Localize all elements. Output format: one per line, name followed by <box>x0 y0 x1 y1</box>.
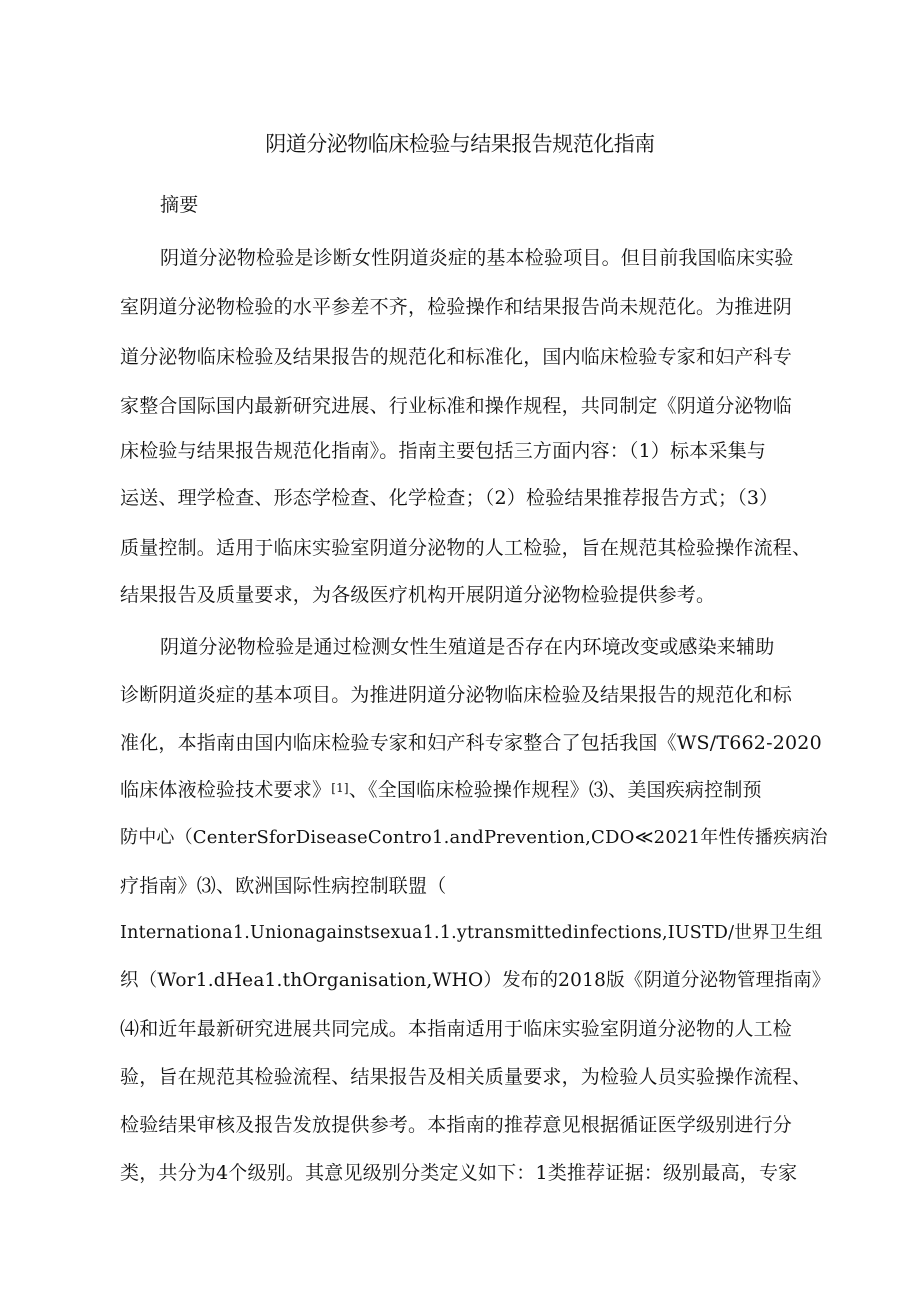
citation-marker: [1] <box>331 781 349 795</box>
paragraph-line: 验，旨在规范其检验流程、结果报告及相关质量要求，为检验人员实验操作流程、 <box>120 1066 812 1088</box>
paragraph-line: 运送、理学检查、形态学检查、化学检查；（2）检验结果推荐报告方式；（3） <box>120 487 779 509</box>
paragraph-line: 类，共分为4个级别。其意见级别分类定义如下：1类推荐证据：级别最高，专家 <box>120 1162 798 1184</box>
paragraph-line <box>120 775 762 805</box>
paragraph-line: 防中心（CenterSforDiseaseContro1.andPrevention,CDO≪2021年性传播疾病治 <box>120 827 828 848</box>
text-segment: 临床体液检验技术要求》 <box>120 779 332 801</box>
paragraph-line: 质量控制。适用于临床实验室阴道分泌物的人工检验，旨在规范其检验操作流程、 <box>120 537 812 559</box>
paragraph-line: 织（Wor1.dHea1.thOrganisation,WHO）发布的2018版《阴道分泌物管理指南》 <box>120 970 831 991</box>
paragraph-line: 床检验与结果报告规范化指南》。指南主要包括三方面内容：（1）标本采集与 <box>120 440 767 462</box>
paragraph-line: 检验结果审核及报告发放提供参考。本指南的推荐意见根据循证医学级别进行分 <box>120 1114 793 1136</box>
paragraph-line: Internationa1.Unionagainstsexua1.1.ytransmittedinfections,IUSTD/世界卫生组 <box>120 923 823 943</box>
paragraph-line: 家整合国际国内最新研究进展、行业标准和操作规程，共同制定《阴道分泌物临 <box>120 395 793 417</box>
abstract-heading: 摘要 <box>160 194 199 216</box>
paragraph-line: 准化，本指南由国内临床检验专家和妇产科专家整合了包括我国《WS/T662-2020 <box>120 732 822 754</box>
paragraph-line: 阴道分泌物检验是通过检测女性生殖道是否存在内环境改变或感染来辅助 <box>160 636 775 658</box>
document-title: 阴道分泌物临床检验与结果报告规范化指南 <box>265 132 655 156</box>
paragraph-line: 道分泌物临床检验及结果报告的规范化和标准化，国内临床检验专家和妇产科专 <box>120 346 793 368</box>
paragraph-line: 疗指南》⑶、欧洲国际性病控制联盟（ <box>120 875 447 897</box>
paragraph-line: 室阴道分泌物检验的水平参差不齐，检验操作和结果报告尚未规范化。为推进阴 <box>120 296 793 318</box>
paragraph-line: 阴道分泌物检验是诊断女性阴道炎症的基本检验项目。但目前我国临床实验 <box>160 247 794 269</box>
text-segment: 、《全国临床检验操作规程》⑶、美国疾病控制预 <box>348 779 762 801</box>
paragraph-line: 诊断阴道炎症的基本项目。为推进阴道分泌物临床检验及结果报告的规范化和标 <box>120 684 793 706</box>
paragraph-line: 结果报告及质量要求，为各级医疗机构开展阴道分泌物检验提供参考。 <box>120 584 716 606</box>
paragraph-line: ⑷和近年最新研究进展共同完成。本指南适用于临床实验室阴道分泌物的人工检 <box>120 1018 793 1040</box>
